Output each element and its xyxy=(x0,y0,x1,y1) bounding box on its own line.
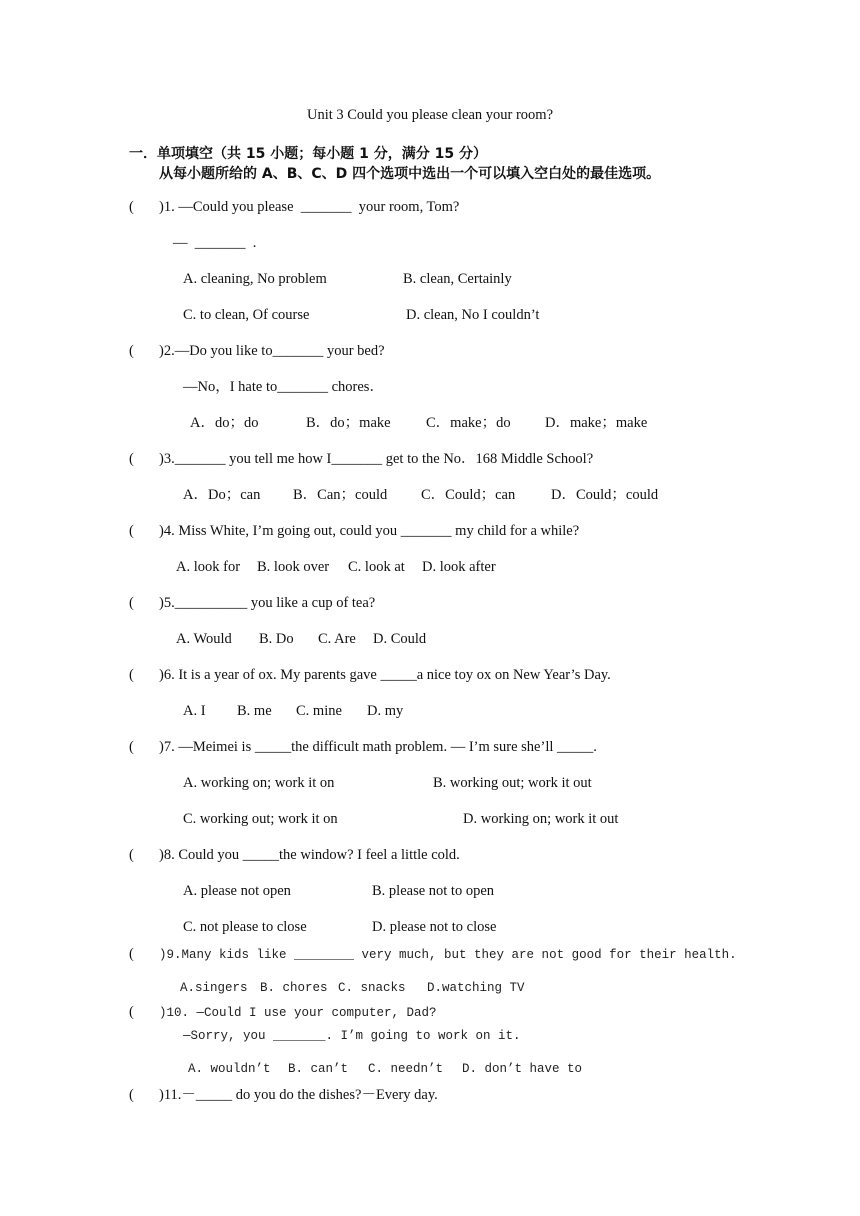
option: C. not please to close xyxy=(183,919,307,935)
option: A．do；do xyxy=(190,415,259,431)
question-stem: )4. Miss White, I’m going out, could you _______ my child for a while? xyxy=(159,523,580,539)
answer-paren: ( xyxy=(129,523,134,539)
question-stem: )11.－_____ do you do the dishes?－Every day. xyxy=(159,1087,438,1103)
answer-paren: ( xyxy=(129,199,134,215)
option: B. Do xyxy=(259,631,294,647)
option: D. look after xyxy=(422,559,496,575)
option: A. cleaning, No problem xyxy=(183,271,327,287)
question-stem: )1. —Could you please _______ your room, Tom? xyxy=(159,199,460,215)
option: D. my xyxy=(367,703,404,719)
answer-paren: ( xyxy=(129,847,134,863)
option: B. me xyxy=(237,703,272,719)
answer-paren: ( xyxy=(129,595,134,611)
option: C. to clean, Of course xyxy=(183,307,310,323)
option: B．Can；could xyxy=(293,487,388,503)
option: A. I xyxy=(183,703,206,719)
option: A. working on; work it on xyxy=(183,775,335,791)
question-stem: )10. —Could I use your computer, Dad? xyxy=(159,1006,437,1020)
question-stem: )3._______ you tell me how I_______ get to the No．168 Middle School? xyxy=(159,451,594,467)
option: D. please not to close xyxy=(372,919,497,935)
option: D.watching TV xyxy=(427,981,525,995)
option: A. wouldn’t xyxy=(188,1062,271,1076)
option: C. look at xyxy=(348,559,405,575)
option: D. Could xyxy=(373,631,427,647)
page-title: Unit 3 Could you please clean your room? xyxy=(306,107,554,123)
option: C．Could；can xyxy=(421,487,516,503)
option: B．do；make xyxy=(306,415,391,431)
section-instruction: 从每小题所给的 A、B、C、D 四个选项中选出一个可以填入空白处的最佳选项。 xyxy=(159,166,661,182)
answer-paren: ( xyxy=(129,739,134,755)
option: D. working on; work it out xyxy=(463,811,619,827)
option: B. working out; work it out xyxy=(433,775,592,791)
question-reply: —Sorry, you _______. I’m going to work on it. xyxy=(183,1029,521,1043)
option: B. can’t xyxy=(288,1062,349,1076)
option: A. look for xyxy=(176,559,241,575)
option: C. needn’t xyxy=(368,1062,444,1076)
option: B. please not to open xyxy=(372,883,495,899)
question-reply: —No，I hate to_______ chores． xyxy=(183,379,384,395)
answer-paren: ( xyxy=(129,946,134,962)
answer-paren: ( xyxy=(129,1087,134,1103)
section-heading: 一．单项填空（共 15 小题；每小题 1 分，满分 15 分） xyxy=(129,146,487,162)
question-stem: )9.Many kids like ________ very much, but they are not good for their health. xyxy=(159,948,737,962)
option: A. Would xyxy=(176,631,232,647)
answer-paren: ( xyxy=(129,667,134,683)
question-stem: )8. Could you _____the window? I feel a little cold. xyxy=(159,847,460,863)
option: C．make；do xyxy=(426,415,511,431)
question-reply: — _______ . xyxy=(173,235,257,251)
option: A．Do；can xyxy=(183,487,261,503)
option: C. mine xyxy=(296,703,342,719)
question-stem: )6. It is a year of ox. My parents gave _____a nice toy ox on New Year’s Day. xyxy=(159,667,611,683)
option: D. clean, No I couldn’t xyxy=(406,307,540,323)
question-stem: )5.__________ you like a cup of tea? xyxy=(159,595,376,611)
option: A. please not open xyxy=(183,883,291,899)
option: B. look over xyxy=(257,559,330,575)
answer-paren: ( xyxy=(129,451,134,467)
option: D. don’t have to xyxy=(462,1062,583,1076)
option: D．Could；could xyxy=(551,487,659,503)
option: C. snacks xyxy=(338,981,406,995)
option: B. chores xyxy=(260,981,328,995)
answer-paren: ( xyxy=(129,343,134,359)
option: D．make；make xyxy=(545,415,648,431)
question-stem: )7. —Meimei is _____the difficult math problem. — I’m sure she’ll _____. xyxy=(159,739,597,755)
option: B. clean, Certainly xyxy=(403,271,512,287)
option: A.singers xyxy=(180,981,248,995)
option: C. Are xyxy=(318,631,356,647)
answer-paren: ( xyxy=(129,1004,134,1020)
option: C. working out; work it on xyxy=(183,811,338,827)
question-stem: )2.—Do you like to_______ your bed? xyxy=(159,343,385,359)
